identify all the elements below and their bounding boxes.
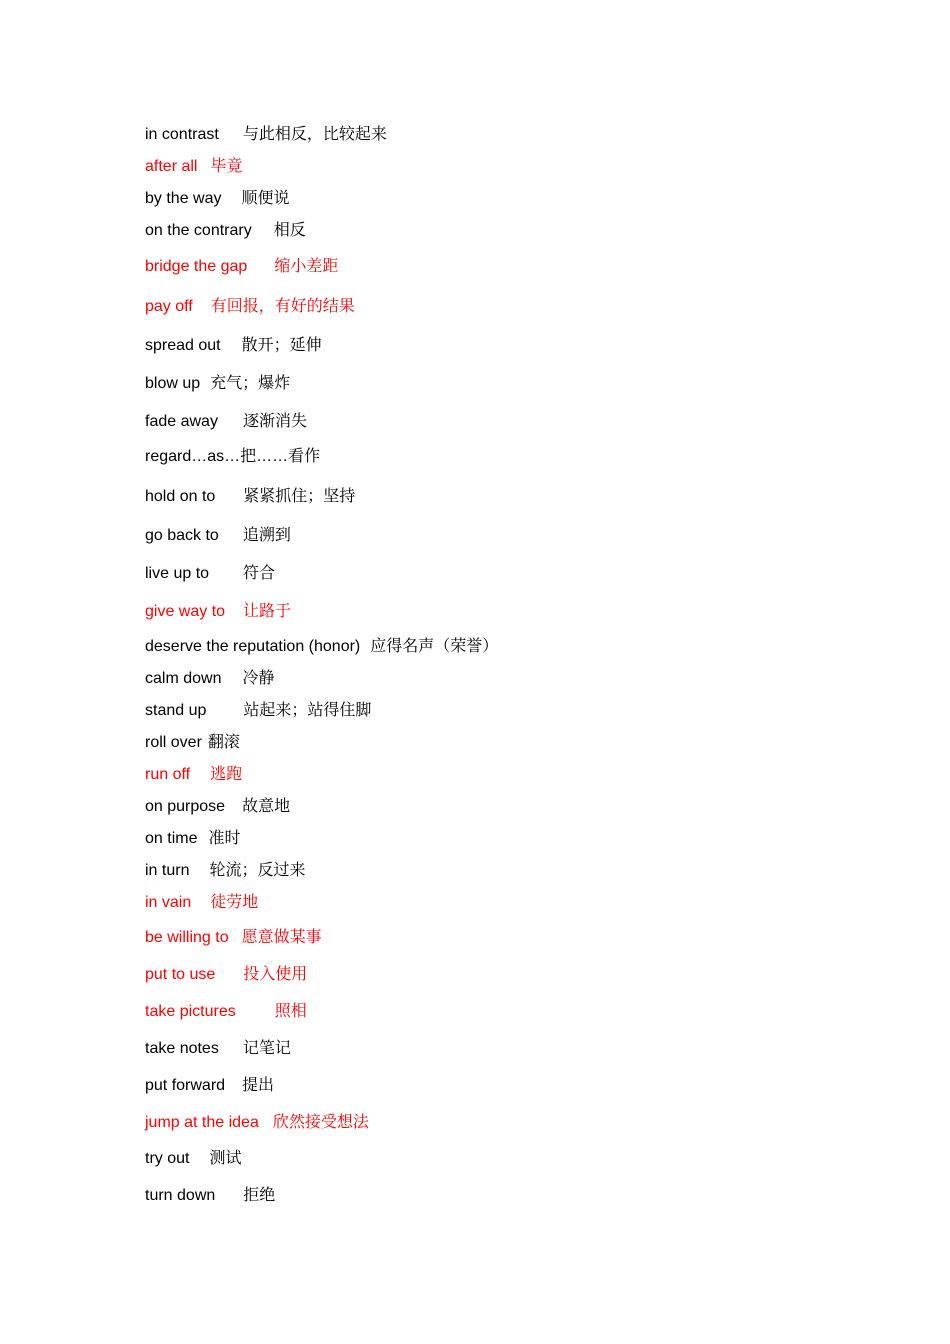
phrase-text: live up to [145, 565, 210, 582]
phrase-entry [145, 1002, 307, 1022]
phrase-text: fade away [145, 413, 218, 430]
phrase-entry [145, 526, 291, 546]
phrase-meaning: 缩小差距 [274, 258, 339, 275]
phrase-text: be willing to [145, 929, 229, 946]
phrase-meaning: 故意地 [242, 798, 291, 815]
phrase-text: blow up [145, 375, 201, 392]
phrase-text: go back to [145, 527, 219, 544]
phrase-entry [145, 965, 307, 985]
phrase-entry [145, 336, 322, 356]
phrase-meaning: 愿意做某事 [241, 929, 322, 946]
phrase-text: stand up [145, 702, 207, 719]
phrase-text: try out [145, 1150, 190, 1167]
phrase-entry [145, 257, 338, 277]
phrase-entry [145, 564, 275, 584]
phrase-meaning: 提出 [242, 1077, 275, 1094]
phrase-entry [145, 221, 306, 241]
phrase-entry [145, 602, 291, 622]
phrase-entry [145, 1149, 241, 1169]
phrase-entry [145, 125, 387, 145]
phrase-text: on the contrary [145, 222, 252, 239]
phrase-meaning: 逃跑 [210, 766, 243, 783]
phrase-entry [145, 928, 322, 948]
phrase-meaning: 相反 [273, 222, 306, 239]
phrase-meaning: 欣然接受想法 [272, 1114, 369, 1131]
phrase-meaning: 拒绝 [243, 1187, 276, 1204]
phrase-text: calm down [145, 670, 222, 687]
phrase-entry [145, 447, 320, 467]
phrase-text: in contrast [145, 126, 219, 143]
phrase-text: jump at the idea [145, 1114, 259, 1131]
phrase-entry [145, 412, 307, 432]
phrase-entry [145, 374, 290, 394]
phrase-text: by the way [145, 190, 222, 207]
phrase-meaning: 应得名声（荣誉） [370, 638, 499, 655]
phrase-meaning: 徒劳地 [210, 894, 259, 911]
phrase-meaning: 顺便说 [241, 190, 290, 207]
phrase-entry [145, 1039, 291, 1059]
phrase-meaning: 充气；爆炸 [210, 375, 291, 392]
phrase-text: hold on to [145, 488, 216, 505]
phrase-meaning: 紧紧抓住；坚持 [243, 488, 356, 505]
phrase-entry [145, 1113, 369, 1133]
phrase-meaning: 让路于 [243, 603, 292, 620]
phrase-meaning: 毕竟 [210, 158, 243, 175]
phrase-meaning: 记笔记 [242, 1040, 291, 1057]
phrase-meaning: 追溯到 [242, 527, 291, 544]
phrase-text: in turn [145, 862, 190, 879]
phrase-entry [145, 637, 498, 657]
phrase-meaning: 把……看作 [240, 448, 321, 465]
phrase-meaning: 照相 [274, 1003, 307, 1020]
phrase-text: pay off [145, 298, 193, 315]
phrase-meaning: 轮流；反过来 [209, 862, 306, 879]
phrase-entry [145, 829, 240, 849]
phrase-text: turn down [145, 1187, 216, 1204]
phrase-entry [145, 733, 240, 753]
phrase-meaning: 翻滚 [207, 734, 240, 751]
phrase-text: spread out [145, 337, 221, 354]
phrase-text: regard…as… [145, 448, 241, 465]
phrase-meaning: 准时 [208, 830, 241, 847]
phrase-entry [145, 701, 371, 721]
phrase-text: put forward [145, 1077, 226, 1094]
phrase-meaning: 测试 [209, 1150, 242, 1167]
phrase-entry [145, 669, 275, 689]
phrase-meaning: 与此相反，比较起来 [242, 126, 387, 143]
phrase-entry [145, 1076, 274, 1096]
phrase-meaning: 逐渐消失 [242, 413, 307, 430]
phrase-entry [145, 797, 290, 817]
phrase-meaning: 散开；延伸 [241, 337, 322, 354]
phrase-text: take pictures [145, 1003, 236, 1020]
phrase-entry [145, 861, 305, 881]
phrase-text: on time [145, 830, 198, 847]
phrase-text: run off [145, 766, 191, 783]
phrase-text: put to use [145, 966, 216, 983]
phrase-entry [145, 1186, 275, 1206]
phrase-text: deserve the reputation (honor) [145, 638, 361, 655]
phrase-text: give way to [145, 603, 226, 620]
phrase-text: take notes [145, 1040, 219, 1057]
phrase-text: after all [145, 158, 198, 175]
phrase-entry [145, 189, 290, 209]
phrase-meaning: 站起来；站得住脚 [243, 702, 372, 719]
phrase-meaning: 冷静 [242, 670, 275, 687]
phrase-text: roll over [145, 734, 202, 751]
phrase-text: in vain [145, 894, 192, 911]
phrase-meaning: 符合 [243, 565, 276, 582]
phrase-meaning: 投入使用 [243, 966, 308, 983]
phrase-text: on purpose [145, 798, 226, 815]
phrase-entry [145, 157, 242, 177]
phrase-entry [145, 893, 258, 913]
phrase-entry [145, 765, 242, 785]
phrase-entry [145, 297, 355, 317]
phrase-meaning: 有回报，有好的结果 [210, 298, 355, 315]
phrase-text: bridge the gap [145, 258, 248, 275]
phrase-entry [145, 487, 355, 507]
